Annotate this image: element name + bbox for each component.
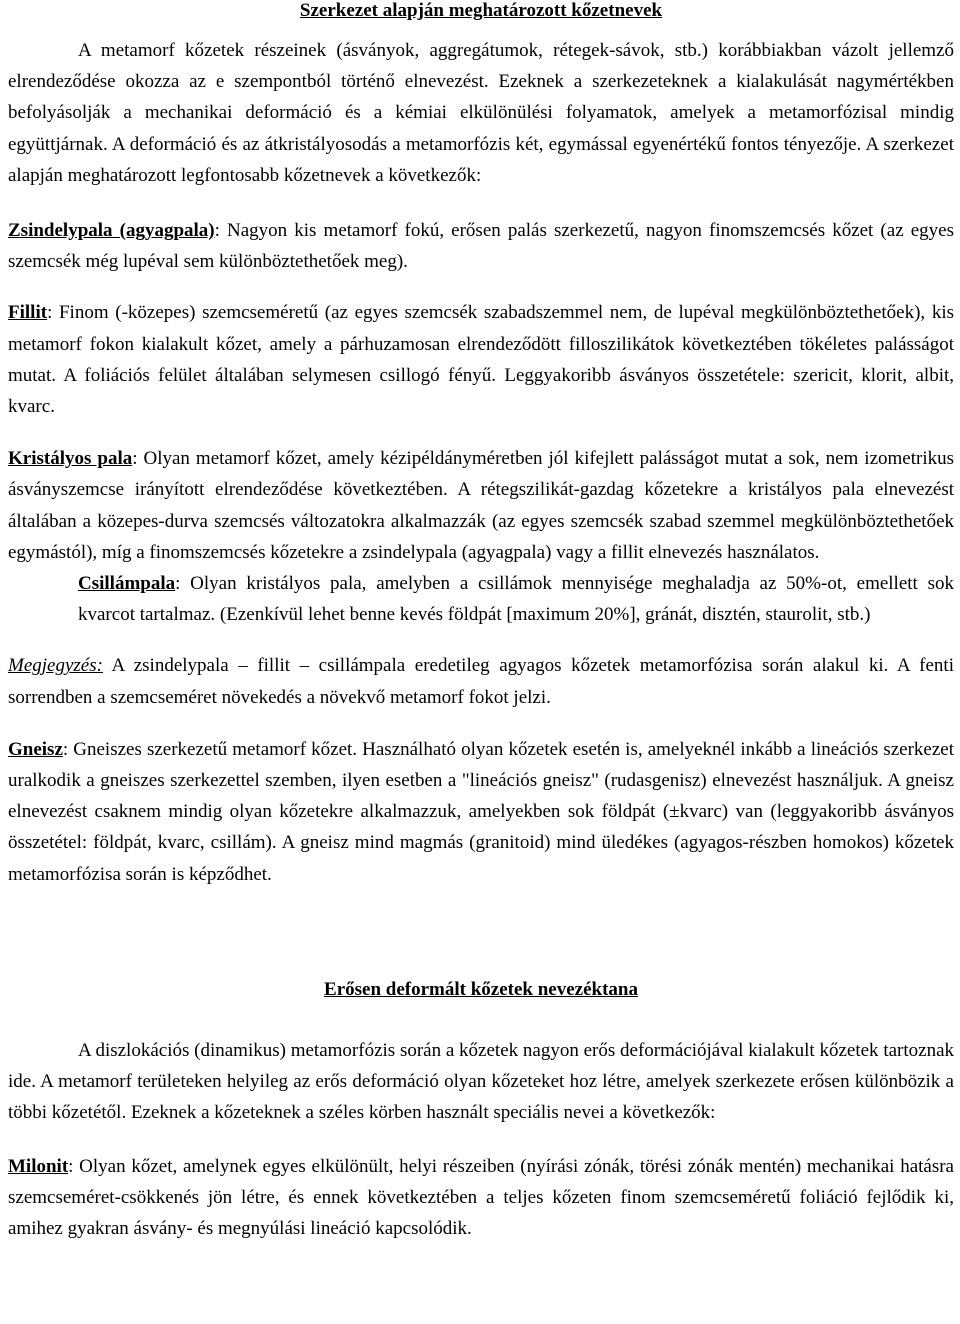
entry-gneisz: [8, 734, 954, 890]
definition-milonit: : Olyan kőzet, amelynek egyes elkülönült, helyi részeiben (nyírási zónák, törési zónák mentén) mechanikai hatásra szemcseméret-csökkenés jön létre, és ennek következtében a teljes kőzeten finom szemcseméretű foliáció fejlődik ki, amihez gyakran ásvány- és megnyúlási lineáció kapcsolódik.: [8, 1155, 954, 1240]
note-label: Megjegyzés:: [8, 655, 103, 677]
entry-kristalyos-pala: [8, 443, 954, 568]
term-csillampala: Csillámpala: [78, 573, 176, 595]
term-kristalyos-pala: Kristályos pala: [8, 448, 133, 470]
section-title-deformed-rocks: Erősen deformált kőzetek nevezéktana: [324, 978, 638, 1000]
intro-paragraph: A metamorf kőzetek részeinek (ásványok, aggregátumok, rétegek-sávok, stb.) korábbiakban vázolt jellemző elrendeződése okozza az e szempontból történő elnevezést. Ezeknek a szerkezeteknek a kialakulását nagymértékben befolyásolják a mechanikai deformáció és a kémiai elkülönülési folyamatok, amelyek a metamorfózisal mindig együttjárnak. A deformáció és az átkristályosodás a metamorfózis két, egymással egyenértékű fontos tényezője. A szerkezet alapján meghatározott legfontosabb kőzetnevek a következők:: [8, 40, 954, 186]
term-zsindelypala: Zsindelypala (agyagpala): [8, 220, 215, 242]
definition-fillit: : Finom (-közepes) szemcseméretű (az egyes szemcsék szabadszemmel nem, de lupéval megkülönböztethetőek), kis metamorf fokon kialakult kőzet, amely a párhuzamosan elrendeződött filloszilikátok következtében tökéletes palásságot mutat. A foliációs felület általában selymesen csillogó fényű. Leggyakoribb ásványos összetétele: szericit, klorit, albit, kvarc.: [8, 302, 954, 418]
entry-csillampala: [8, 568, 954, 630]
definition-csillampala: : Olyan kristályos pala, amelyben a csillámok mennyisége meghaladja az 50%-ot, emellett sok kvarcot tartalmaz. (Ezenkívül lehet benne kevés földpát [maximum 20%], gránát, disztén, staurolit, stb.): [78, 573, 954, 626]
spacer: [8, 890, 954, 974]
spacer: [8, 713, 954, 734]
term-milonit: Milonit: [8, 1155, 69, 1177]
note-text: A zsindelypala – fillit – csillámpala eredetileg agyagos kőzetek metamorfózisa során alakul ki. A fenti sorrendben a szemcseméret növekedés a növekvő metamorf fokot jelzi.: [8, 655, 954, 708]
spacer: [8, 277, 954, 297]
term-gneisz: Gneisz: [8, 738, 63, 760]
spacer: [8, 191, 954, 215]
term-fillit: Fillit: [8, 302, 48, 324]
definition-kristalyos-pala: : Olyan metamorf kőzet, amely kézipéldányméretben jól kifejlett palásságot mutat a sok, nem izometrikus ásványszemcse irányított elrendeződése következtében. A rétegszilikát-gazdag kőzetekre a kristályos pala elnevezést általában a közepes-durva szemcsés változatokra alkalmazzák (az egyes szemcsék szabad szemmel megkülönböztethetőek egymástól), míg a finomszemcsés kőzetekre a zsindelypala (agyagpala) vagy a fillit elnevezés használatos.: [8, 448, 955, 563]
section2-intro-paragraph: A diszlokációs (dinamikus) metamorfózis során a kőzetek nagyon erős deformációjával kialakult kőzetek tartoznak ide. A metamorf területeken helyileg az erős deformáció olyan kőzeteket hoz létre, amelyek szerkezete erősen különbözik a többi kőzetétől. Ezeknek a kőzeteknek a széles körben használt speciális nevei a következők:: [8, 1040, 954, 1124]
definition-zsindelypala: : Nagyon kis metamorf fokú, erősen palás szerkezetű, nagyon finomszemcsés kőzet (az egyes szemcsék még lupéval sem különböztethetőek meg).: [8, 220, 954, 273]
spacer: [8, 422, 954, 443]
spacer: [8, 1129, 954, 1151]
definition-gneisz: : Gneiszes szerkezetű metamorf kőzet. Használható olyan kőzetek esetén is, amelyeknél inkább a lineációs szerkezet uralkodik a gneiszes szerkezettel szemben, ilyen esetben a "lineációs gneisz" (rudasgenisz) elnevezést használjuk. A gneisz elnevezést csaknem mindig olyan kőzetekre alkalmazzuk, amelyekben sok földpát (±kvarc) van (leggyakoribb ásványos összetétel: földpát, kvarc, csillám). A gneisz mind magmás (granitoid) mind üledékes (agyagos-részben homokos) kőzetek metamorfózisa során is képződhet.: [8, 738, 954, 885]
entry-zsindelypala: [8, 215, 954, 277]
entry-milonit: [8, 1151, 954, 1245]
spacer: [8, 1005, 954, 1035]
section-title-structure-names: Szerkezet alapján meghatározott kőzetnevek: [299, 0, 663, 21]
spacer: [8, 630, 954, 650]
entry-fillit: [8, 297, 954, 422]
note-paragraph: [8, 650, 954, 712]
